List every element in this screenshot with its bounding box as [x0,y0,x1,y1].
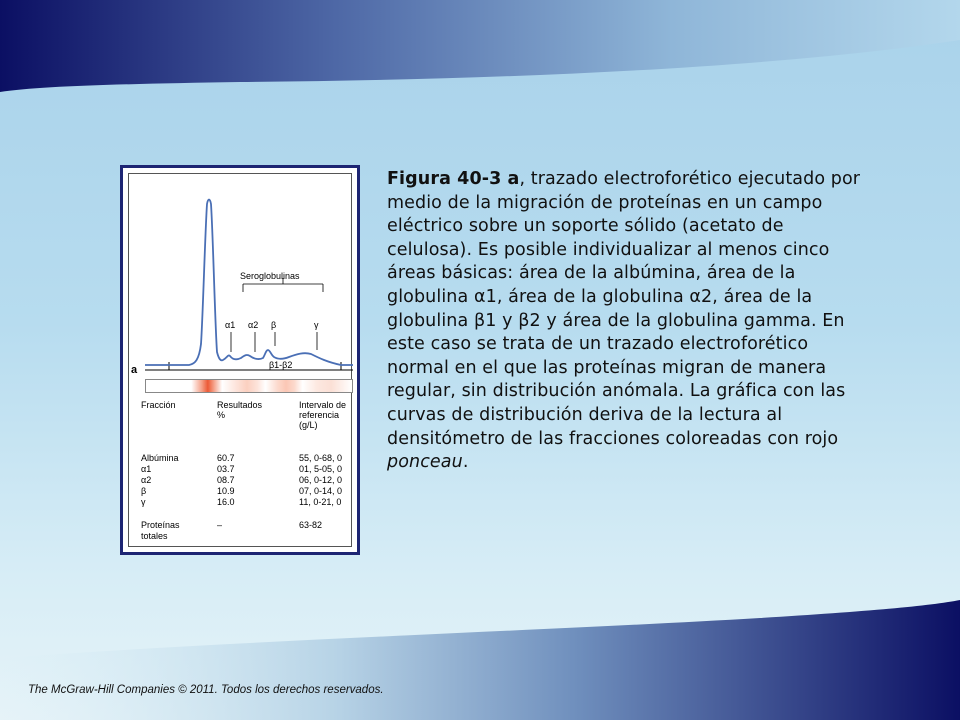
figure-caption [387,168,867,475]
bottom-decorative-band [0,600,960,720]
header-fraction: Fracción [141,400,176,410]
caption-italic: ponceau [387,452,463,473]
alpha2-label: α2 [248,320,259,330]
header-reference-unit: (g/L) [299,420,318,430]
caption-lead: Figura 40-3 a [387,169,520,189]
alpha1-label: α1 [225,320,236,330]
beta-split-label: β1-β2 [269,360,293,370]
densitometry-curve [145,200,353,366]
panel-label-a: a [131,364,138,376]
table-row-reference: 01, 5-05, 0 [299,464,343,474]
total-fraction-line1: Proteínas [141,520,180,530]
total-reference: 63-82 [299,520,323,530]
table-row-fraction: Albúmina [141,453,179,463]
header-results-unit: % [217,410,226,420]
top-decorative-band [0,0,960,130]
table-row-result: 03.7 [217,464,235,474]
table-row-result: 08.7 [217,475,235,485]
table-row-result: 60.7 [217,453,235,463]
table-row-fraction: α2 [141,475,152,485]
table-row-result: 10.9 [217,486,235,496]
caption-text: , trazado electroforético ejecutado por medio de la migración de proteínas en un campo eléctrico sobre un soporte sólido (acetato de celulosa). Es posible individualizar al menos cinco áreas básicas: área de la albúmina, área de la globulina α1, área de la globulina α2, área de la globulina β1 y β2 y área de la globulina gamma. En este caso se trata de un trazado electroforético normal en el que las proteínas migran de manera regular, sin distribución anómala. La gráfica con las curvas de distribución deriva de la lectura al densitómetro de las fracciones coloreadas con rojo [387,169,861,449]
electrophoresis-figure [120,165,360,555]
total-fraction-line2: totales [141,531,168,541]
figure-panel [128,173,352,547]
table-row-reference: 07, 0-14, 0 [299,486,343,496]
table-row-reference: 11, 0-21, 0 [299,497,342,507]
caption-end: . [462,452,469,473]
gamma-label: γ [314,320,319,330]
header-reference-2: referencia [299,410,340,420]
beta-label: β [271,320,277,330]
table-row-fraction: γ [141,497,146,507]
header-results: Resultados [217,400,263,410]
table-row-fraction: β [141,486,147,496]
copyright-footer: The McGraw-Hill Companies © 2011. Todos los derechos reservados. [28,684,384,696]
table-row-reference: 06, 0-12, 0 [299,475,343,485]
table-row-result: 16.0 [217,497,235,507]
header-reference-1: Intervalo de [299,400,347,410]
gel-strip [145,379,353,393]
total-result: – [217,520,223,530]
table-row-fraction: α1 [141,464,152,474]
seroglobulins-label: Seroglobulinas [240,271,300,281]
table-row-reference: 55, 0-68, 0 [299,453,343,463]
results-table [129,400,353,548]
